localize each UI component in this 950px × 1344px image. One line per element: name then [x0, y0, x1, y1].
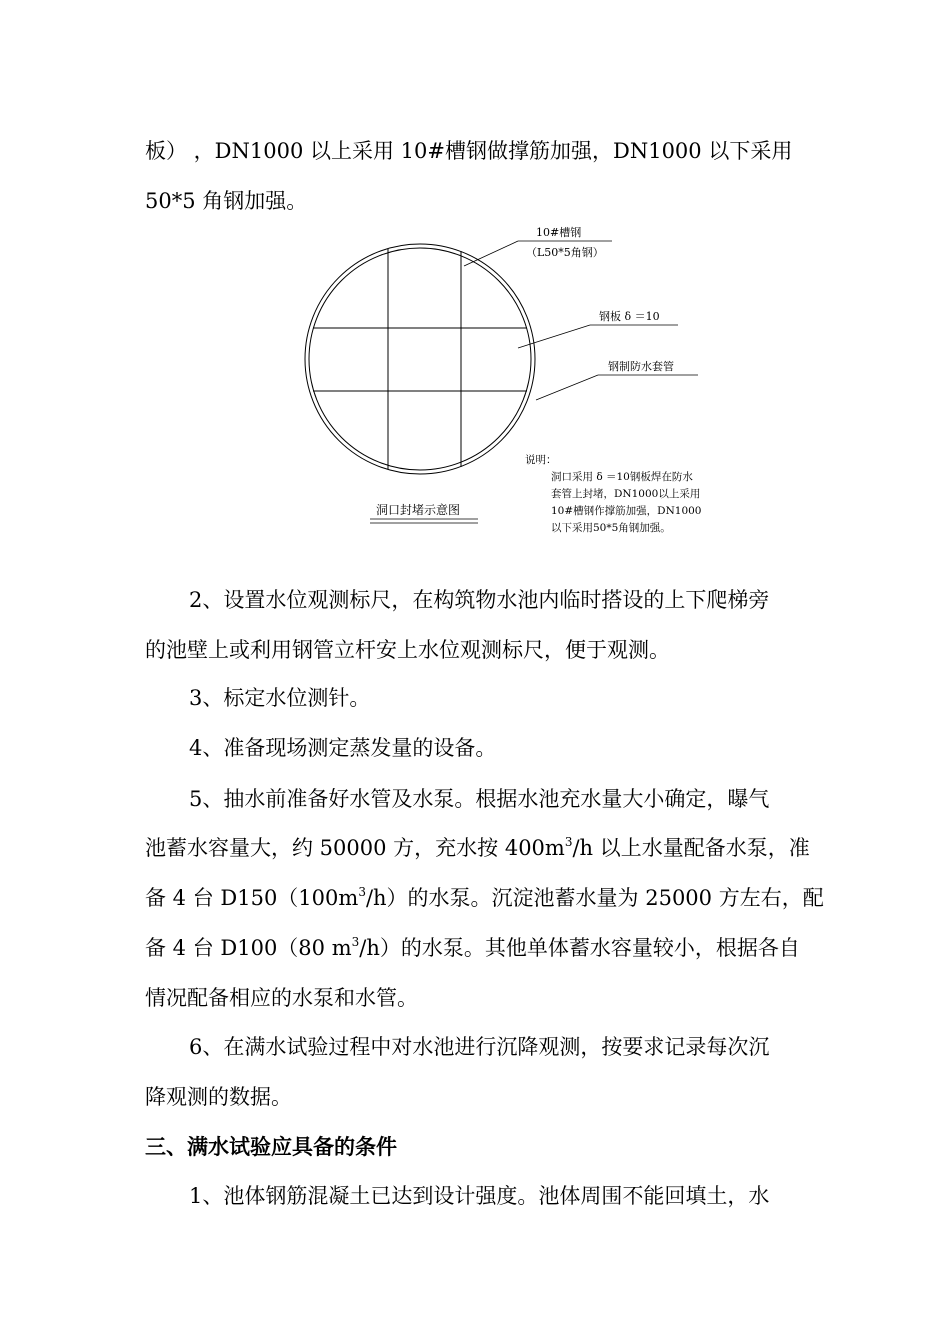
note-title: 说明： — [525, 454, 557, 466]
note-line: 套管上封堵，DN1000以上采用 — [551, 488, 701, 500]
paragraph-line: 备 4 台 $D150(100m^3/h)$的水泵。沉淀池蓄水量为 25000 方左右，配 — [145, 885, 824, 910]
leader-channel — [464, 241, 518, 266]
paragraph-line: 降观测的数据。 — [145, 1085, 292, 1109]
paragraph-line: 5、抽水前准备好水管及水泵。根据水池充水量大小确定，曝气 — [189, 787, 770, 811]
paragraph-line: 备 4 台 D100（80 $m^3/h$）的水泵。其他单体蓄水容量较小，根据各自 — [145, 935, 800, 960]
note-line: 洞口采用 δ ＝10钢板焊在防水 — [551, 471, 693, 483]
paragraph-line: 池蓄水容量大，约 50000 方，充水按 $400m^3/h$ 以上水量配备水泵，准 — [145, 835, 810, 860]
opening-plug-diagram — [300, 218, 730, 540]
note-line: 10#槽钢作撑筋加强，DN1000 — [551, 505, 702, 517]
figure-caption: 洞口封堵示意图 — [376, 503, 461, 517]
paragraph-line: 的池壁上或利用钢管立杆安上水位观测标尺，便于观测。 — [145, 638, 670, 662]
note-line: 以下采用50*5角钢加强。 — [551, 522, 671, 534]
paragraph-line: 板） ，DN1000 以上采用 10#槽钢做撑筋加强，DN1000 以下采用 — [145, 139, 793, 163]
paragraph-line: 2、设置水位观测标尺，在构筑物水池内临时搭设的上下爬梯旁 — [189, 588, 770, 612]
leader-sleeve — [536, 375, 598, 400]
paragraph-line: 1、池体钢筋混凝土已达到设计强度。池体周围不能回填土，水 — [189, 1184, 770, 1208]
paragraph-line: 50*5 角钢加强。 — [145, 189, 308, 213]
label-angle: （L50*5角钢） — [526, 246, 604, 259]
paragraph-line: 情况配备相应的水泵和水管。 — [145, 986, 418, 1010]
paragraph-line: 4、准备现场测定蒸发量的设备。 — [189, 736, 497, 760]
label-plate: 钢板 δ ＝10 — [599, 310, 660, 323]
paragraph-line: 3、标定水位测针。 — [189, 686, 371, 710]
label-channel: 10#槽钢 — [536, 226, 582, 239]
section-heading: 三、满水试验应具备的条件 — [145, 1134, 397, 1159]
sleeve-outer-circle — [305, 244, 535, 474]
label-sleeve: 钢制防水套管 — [608, 360, 674, 373]
sleeve-inner-circle — [309, 248, 531, 470]
paragraph-line: 6、在满水试验过程中对水池进行沉降观测，按要求记录每次沉 — [189, 1035, 770, 1059]
